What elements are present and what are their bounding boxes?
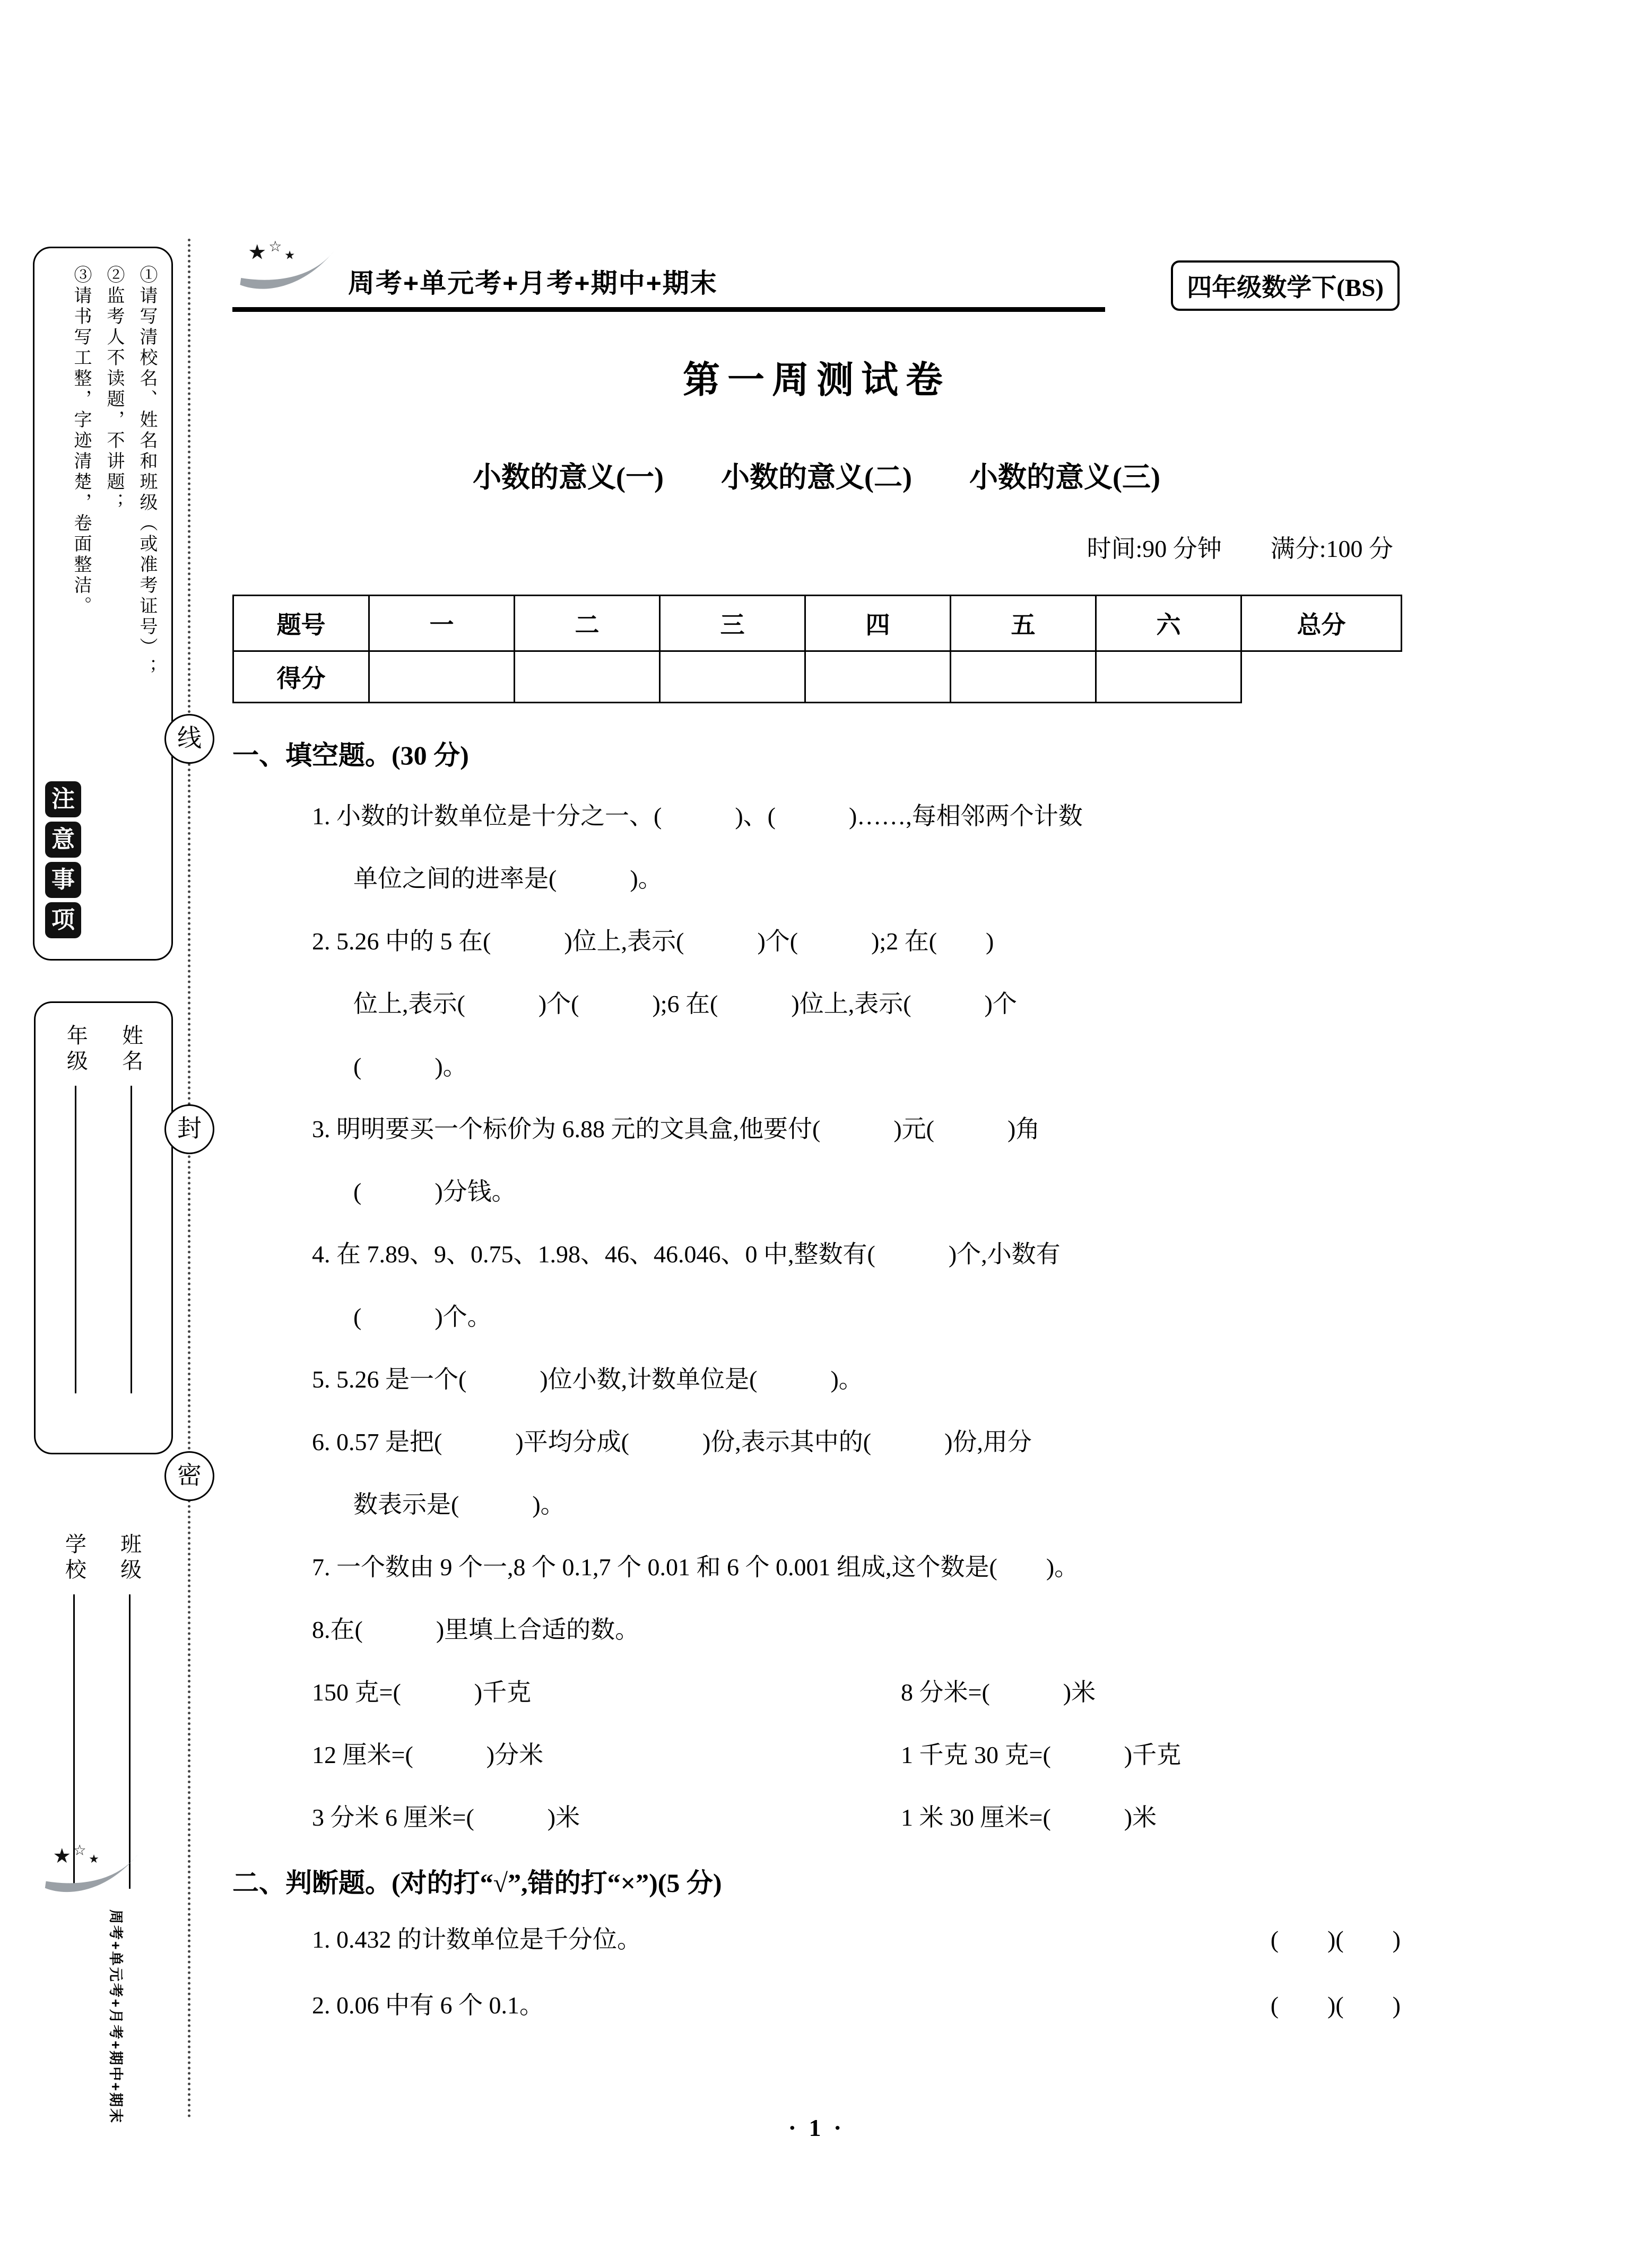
star-outline-icon: ☆ [268,238,282,255]
brand-logo-icon [233,237,342,306]
grade-badge: 四年级数学下(BS) [1171,260,1400,311]
exam-title: 第一周测试卷 [683,360,950,401]
field-grade-label: 年级 [64,1024,88,1075]
score-table-header-row [233,596,1402,651]
judge-row [232,1973,1401,2038]
star-icon: ★ [284,248,295,262]
question-line: ( )个。 [353,1303,492,1330]
score-table-col: 六 [1096,596,1241,651]
question-line: 8.在( )里填上合适的数。 [312,1616,640,1643]
star-outline-icon: ☆ [73,1842,86,1859]
judge-answer-blank: ( )( ) [1270,1992,1401,2019]
judge-text: 2. 0.06 中有 6 个 0.1。 [312,1992,544,2019]
score-table-col: 二 [515,596,660,651]
bottom-banner-text: 周考+单元考+月考+期中+期末 [108,1909,124,2125]
field-name [116,1003,146,1453]
score-cell [805,651,951,703]
question-line: 位上,表示( )个( );6 在( )位上,表示( )个 [353,990,1017,1017]
field-name-label: 姓名 [119,1024,143,1075]
question-line: 3. 明明要买一个标价为 6.88 元的文具盒,他要付( )元( )角 [312,1115,1040,1142]
star-icon: ★ [248,241,267,264]
notice-box [33,247,173,961]
notice-badge [45,781,81,938]
score-table-col: 四 [805,596,951,651]
score-cell [369,651,515,703]
section-two-heading: 二、判断题。(对的打“√”,错的打“×”)(5 分) [232,1868,722,1898]
question-line: ( )分钱。 [353,1177,516,1205]
unit-conversion-right: 1 千克 30 克=( )千克 [901,1741,1182,1768]
unit-conversion-row [232,1786,1401,1849]
notice-badge-char: 意 [45,822,81,858]
exam-subtitle: 小数的意义(一) 小数的意义(二) 小数的意义(三) [473,461,1160,493]
section-one-heading: 一、填空题。(30 分) [232,740,469,771]
question-line: 5. 5.26 是一个( )位小数,计数单位是( )。 [312,1365,863,1393]
field-grade-blank-line [75,1086,76,1393]
unit-conversion-left: 12 厘米=( )分米 [312,1741,544,1768]
score-table-score-row [233,651,1402,703]
banner-title: 周考+单元考+月考+期中+期末 [348,268,718,298]
star-icon: ★ [89,1852,99,1866]
notice-badge-char: 事 [45,862,81,898]
judge-answer-blank: ( )( ) [1270,1926,1401,1953]
unit-conversion-left: 3 分米 6 厘米=( )米 [312,1803,580,1831]
student-fields-box [34,1001,173,1454]
question-line: 4. 在 7.89、9、0.75、1.98、46、46.046、0 中,整数有( )个,小数有 [312,1240,1061,1268]
field-grade [60,1003,91,1453]
question-line: 数表示是( )。 [353,1490,565,1518]
unit-conversion-row [232,1724,1401,1786]
seal-dotted-line [188,239,190,2119]
question-line: 1. 小数的计数单位是十分之一、( )、( )……,每相邻两个计数 [312,802,1083,830]
notice-item: ③请书写工整，字迹清楚，卷面整洁。 [71,265,91,617]
score-table-label: 得分 [233,651,369,703]
judge-row [232,1907,1401,1973]
notice-item: ②监考人不读题，不讲题； [104,265,124,513]
score-cell [515,651,660,703]
unit-conversion-left: 150 克=( )千克 [312,1678,532,1706]
unit-conversion-right: 8 分米=( )米 [901,1678,1096,1706]
banner-underline [232,307,1105,312]
field-class-label: 班级 [117,1533,142,1584]
score-cell [1096,651,1241,703]
question-line: ( )。 [353,1052,467,1080]
score-table-label: 题号 [233,596,369,651]
question-line: 2. 5.26 中的 5 在( )位上,表示( )个( );2 在( ) [312,927,994,955]
main-content [232,233,1401,2038]
seal-char-feng: 封 [164,1104,214,1154]
judge-text: 1. 0.432 的计数单位是千分位。 [312,1926,641,1953]
score-cell [660,651,805,703]
notice-item: ①请写清校名、姓名和班级（或准考证号）； [137,265,157,679]
field-school-label: 学校 [62,1533,86,1584]
notice-badge-char: 项 [45,902,81,938]
score-table-col: 三 [660,596,805,651]
field-name-blank-line [131,1086,132,1393]
score-table-col: 一 [369,596,515,651]
score-table-col: 总分 [1241,596,1402,651]
page-number: · 1 · [788,2114,845,2141]
unit-conversion-row [232,1661,1401,1724]
unit-conversion-right: 1 米 30 厘米=( )米 [901,1803,1157,1831]
score-table [232,595,1402,703]
exam-meta: 时间:90 分钟 满分:100 分 [1087,535,1393,562]
score-table-col: 五 [951,596,1096,651]
seal-char-line: 线 [164,714,214,764]
question-line: 7. 一个数由 9 个一,8 个 0.1,7 个 0.01 和 6 个 0.001 组成,这个数是( )。 [312,1553,1079,1581]
score-cell [951,651,1096,703]
question-line: 6. 0.57 是把( )平均分成( )份,表示其中的( )份,用分 [312,1428,1032,1455]
header-banner [232,233,1401,312]
question-line: 单位之间的进率是( )。 [353,865,663,892]
star-icon: ★ [53,1845,71,1868]
notice-badge-char: 注 [45,781,81,817]
bottom-brand-logo-icon [40,1840,144,1908]
fill-questions [232,785,1401,1849]
seal-char-mi: 密 [164,1451,214,1501]
